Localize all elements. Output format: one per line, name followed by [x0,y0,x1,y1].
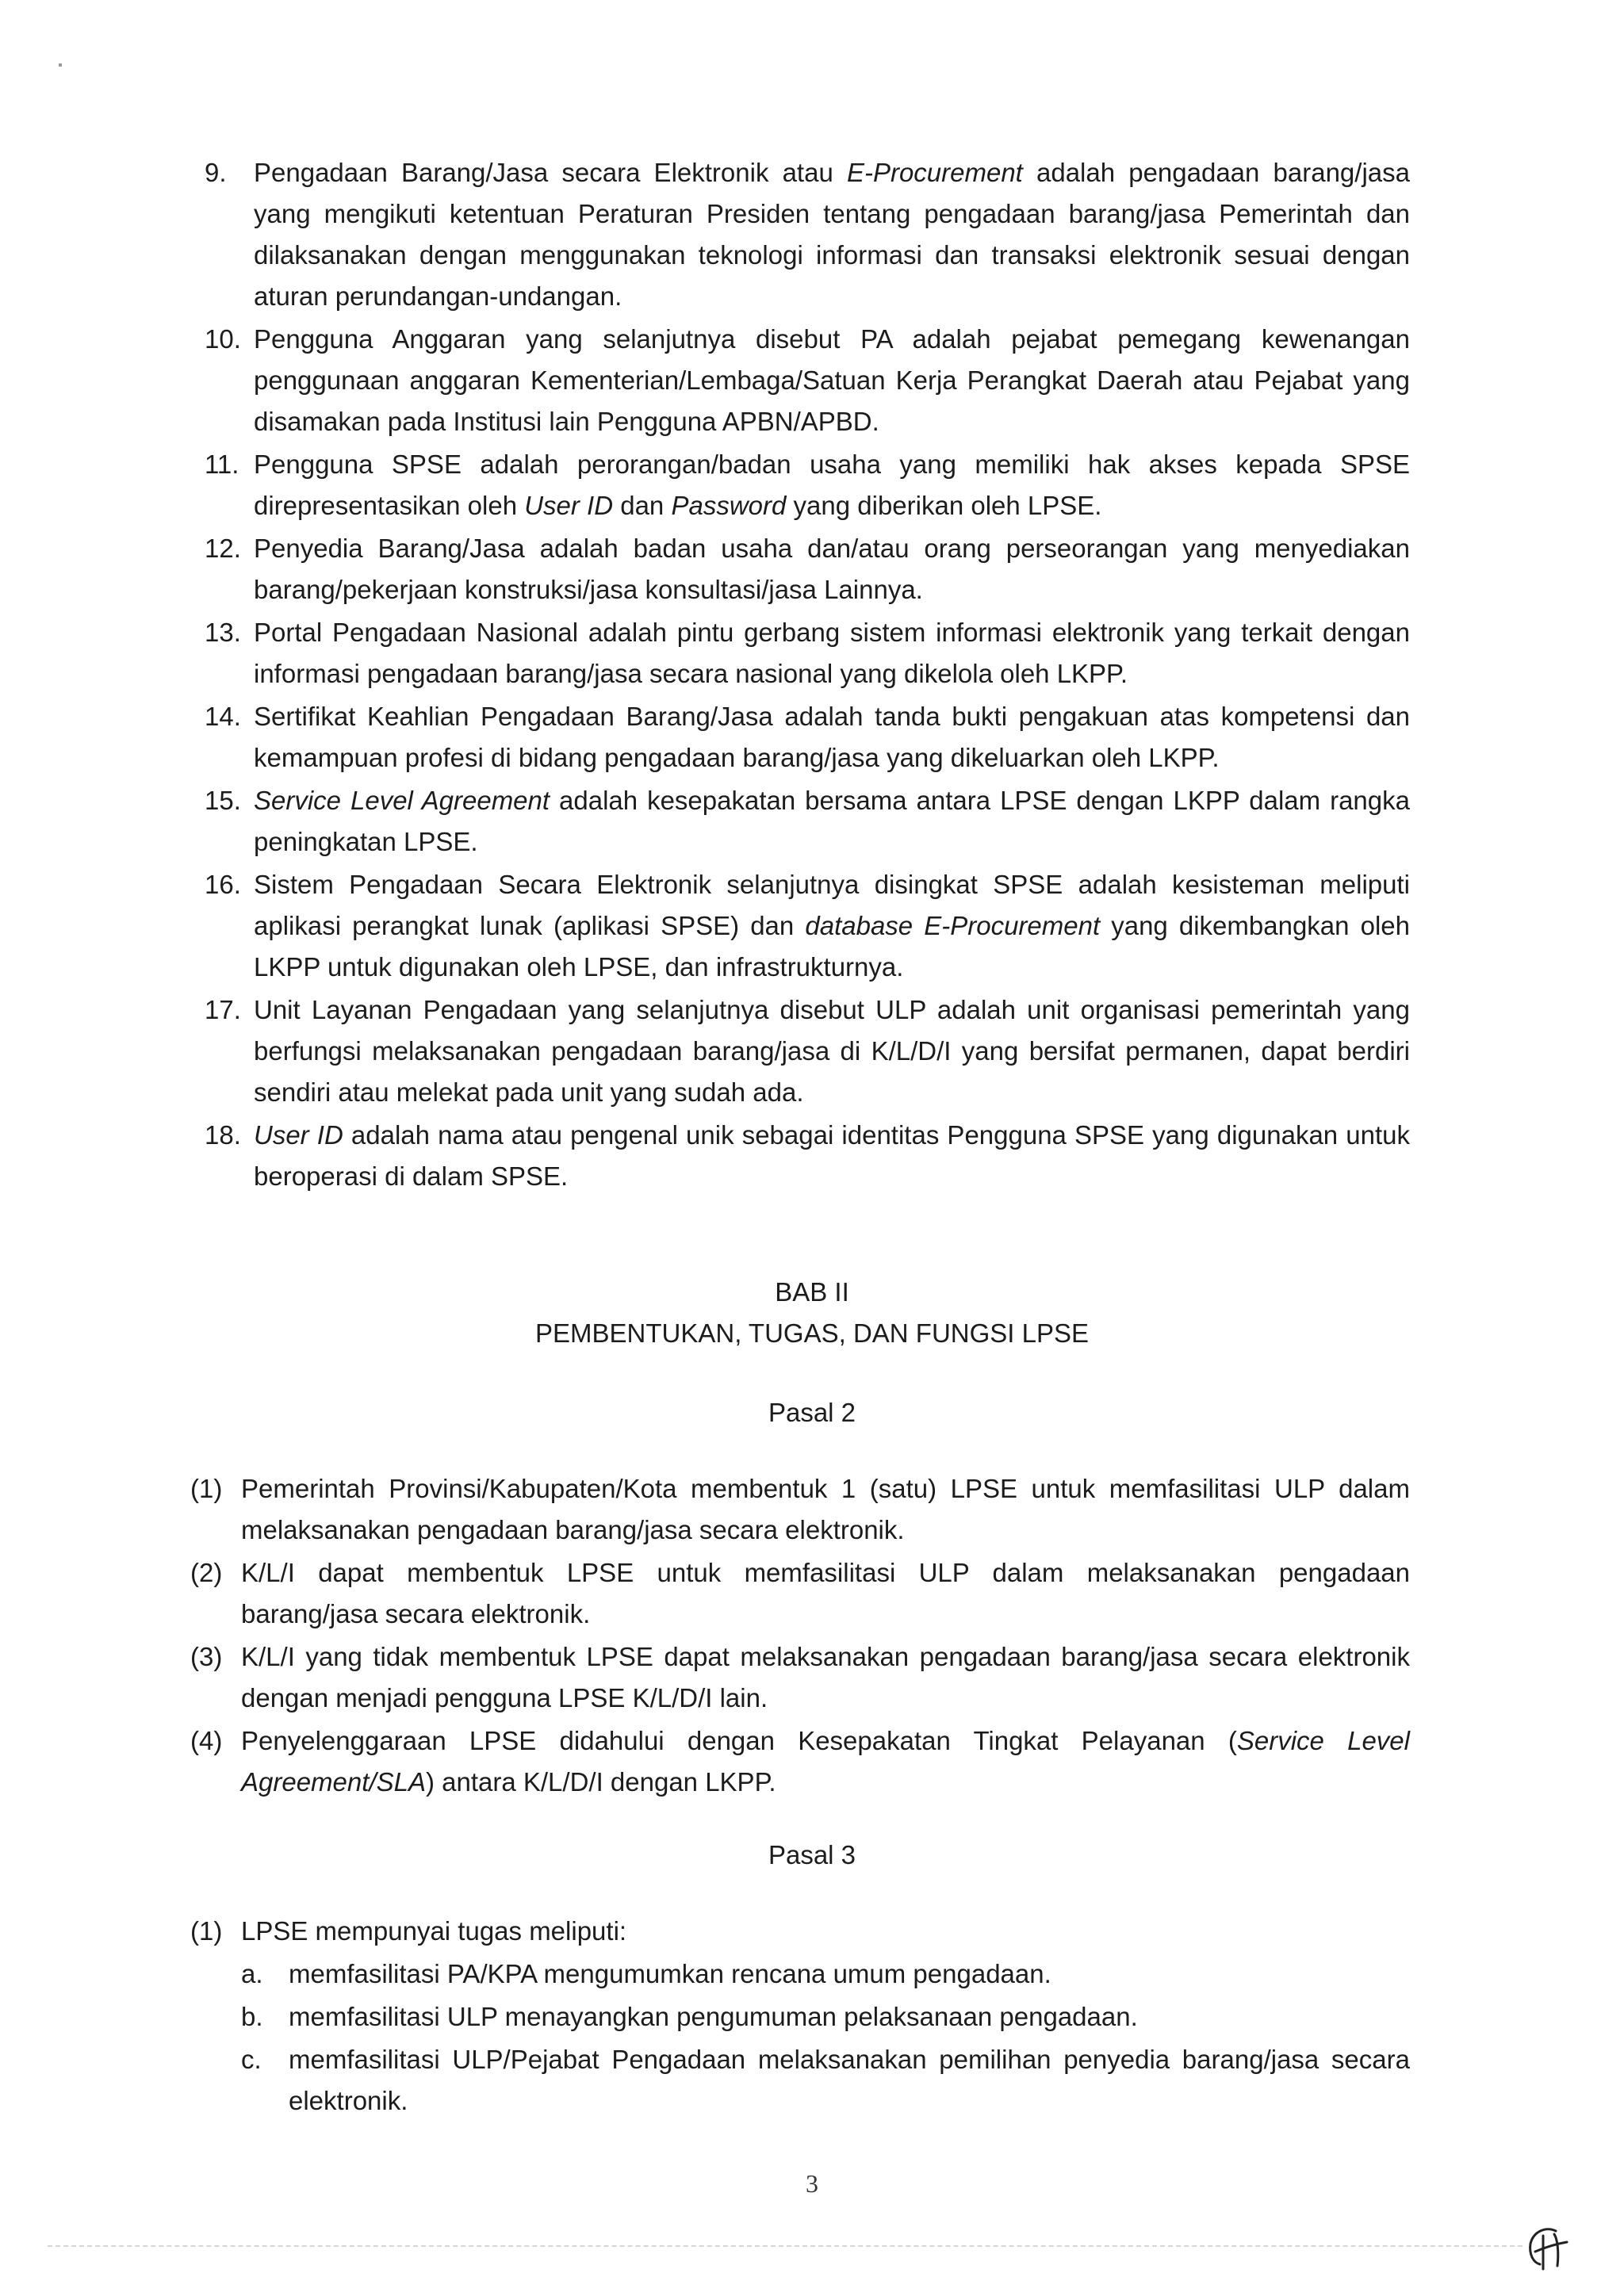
definition-text [254,612,1410,695]
definition-text [254,319,1410,442]
definition-text [254,444,1410,526]
definition-item [205,864,1410,988]
sub-item [241,2039,1410,2122]
text-run: Sertifikat Keahlian Pengadaan Barang/Jasa adalah tanda bukti pengakuan atas kompetensi dan kemampuan profesi di bidang pengadaan barang/jasa yang dikeluarkan oleh LKPP. [254,702,1410,772]
definition-item [205,1115,1410,1197]
definition-number: 9. [205,158,227,187]
sub-item-letter: c. [241,2045,262,2074]
sub-item-letter: b. [241,2002,263,2031]
scan-edge-line [48,2245,1522,2247]
clause-text [241,1636,1410,1719]
italic-term: User ID [524,491,614,520]
definition-number: 11. [205,450,239,479]
definition-item [205,780,1410,863]
text-run: Penyedia Barang/Jasa adalah badan usaha dan/atau orang perseorangan yang menyediakan barang/pekerjaan konstruksi/jasa konsultasi/jasa Lainnya. [254,534,1410,604]
pasal-3-heading: Pasal 3 [768,1840,856,1869]
clause-text [241,1720,1410,1803]
sub-item [241,1996,1410,2038]
text-run: Pengguna Anggaran yang selanjutnya disebut PA adalah pejabat pemegang kewenangan penggunaan anggaran Kementerian/Lembaga/Satuan Kerja Perangkat Daerah atau Pejabat yang disamakan pada Institusi lain Pengguna APBN/APBD. [254,324,1410,436]
definition-number: 10. [205,324,241,354]
definition-item [205,612,1410,695]
definition-item [205,528,1410,610]
definition-item [205,696,1410,779]
definition-number: 18. [205,1120,241,1150]
sub-items-list [190,1954,1410,2122]
definition-number: 12. [205,534,241,563]
definition-text [254,864,1410,988]
clause-text [241,1552,1410,1635]
pasal-3-clauses [190,1911,1410,2123]
definition-item [205,152,1410,317]
sub-item-letter: a. [241,1959,263,1988]
chapter-title: PEMBENTUKAN, TUGAS, DAN FUNGSI LPSE [534,1318,1090,1348]
text-run: K/L/I dapat membentuk LPSE untuk memfasilitasi ULP dalam melaksanakan pengadaan barang/jasa secara elektronik. [241,1558,1410,1628]
initial-signature [1522,2220,1586,2275]
clause [190,1468,1410,1551]
clause [190,1636,1410,1719]
sub-item [241,1954,1410,1995]
text-run: Portal Pengadaan Nasional adalah pintu gerbang sistem informasi elektronik yang terkait dengan informasi pengadaan barang/jasa secara nasional yang dikelola oleh LKPP. [254,618,1410,688]
clause-number: (2) [190,1558,223,1587]
text-run: Unit Layanan Pengadaan yang selanjutnya disebut ULP adalah unit organisasi pemerintah yang berfungsi melaksanakan pengadaan barang/jasa di K/L/D/I yang bersifat permanen, dapat berdiri sendiri atau melekat pada unit yang sudah ada. [254,995,1410,1107]
clause-number: (3) [190,1642,223,1671]
definition-text [254,1115,1410,1197]
page-number: 3 [806,2169,818,2198]
text-run: Sistem Pengadaan Secara Elektronik selanjutnya disingkat SPSE adalah kesisteman meliputi aplikasi perangkat lunak (aplikasi SPSE) dan [254,870,1410,940]
definition-item [205,444,1410,526]
italic-term: database E-Procurement [805,911,1101,940]
definition-text [254,989,1410,1113]
scan-speck [59,63,62,67]
clause [190,1552,1410,1635]
text-run: adalah pengadaan barang/jasa yang mengikuti ketentuan Peraturan Presiden tentang pengadaan barang/jasa Pemerintah dan dilaksanakan dengan menggunakan teknologi informasi dan transaksi elektronik sesuai dengan aturan perundangan-undangan. [254,158,1410,311]
italic-term: User ID [254,1120,343,1150]
definition-item [205,989,1410,1113]
clause-text [241,1468,1410,1551]
pasal-2-heading: Pasal 2 [768,1398,856,1427]
text-run: Penyelenggaraan LPSE didahului dengan Kesepakatan Tingkat Pelayanan ( [241,1726,1237,1755]
text-run: dan [613,491,672,520]
definition-number: 15. [205,786,241,815]
clause-number: (1) [190,1916,223,1946]
text-run: yang diberikan oleh LPSE. [786,491,1102,520]
text-run: adalah nama atau pengenal unik sebagai identitas Pengguna SPSE yang digunakan untuk beroperasi di dalam SPSE. [254,1120,1411,1191]
clause [190,1911,1410,1952]
clause-number: (4) [190,1726,223,1755]
definition-item [205,319,1410,442]
definition-text [254,528,1410,610]
sub-item-text: memfasilitasi ULP menayangkan pengumuman pelaksanaan pengadaan. [289,2002,1138,2031]
definition-text [254,780,1410,863]
sub-item-text: memfasilitasi PA/KPA mengumumkan rencana umum pengadaan. [289,1959,1051,1988]
definition-number: 16. [205,870,241,899]
italic-term: E-Procurement [846,158,1023,187]
italic-term: Service Level Agreement [254,786,550,815]
text-run: Pengadaan Barang/Jasa secara Elektronik atau [254,158,847,187]
definitions-list [205,152,1410,1199]
clause-text: LPSE mempunyai tugas meliputi: [241,1916,627,1946]
text-run: Pengguna SPSE adalah perorangan/badan usaha yang memiliki hak akses kepada SPSE direpresentasikan oleh [254,450,1410,520]
text-run: yang dikembangkan oleh LKPP untuk digunakan oleh LPSE, dan infrastrukturnya. [254,911,1410,982]
clause [190,1720,1410,1803]
definition-text [254,152,1410,317]
definition-text [254,696,1410,779]
italic-term: Service Level Agreement/SLA [241,1726,1410,1797]
text-run: K/L/I yang tidak membentuk LPSE dapat melaksanakan pengadaan barang/jasa secara elektronik dengan menjadi pengguna LPSE K/L/D/I lain. [241,1642,1410,1712]
text-run: Pemerintah Provinsi/Kabupaten/Kota membentuk 1 (satu) LPSE untuk memfasilitasi ULP dalam melaksanakan pengadaan barang/jasa secara elektronik. [241,1474,1410,1544]
italic-term: Password [671,491,787,520]
definition-number: 14. [205,702,241,731]
text-run: adalah kesepakatan bersama antara LPSE dengan LKPP dalam rangka peningkatan LPSE. [254,786,1410,856]
definition-number: 13. [205,618,241,647]
definition-number: 17. [205,995,241,1024]
chapter-number: BAB II [775,1277,849,1307]
sub-item-text: memfasilitasi ULP/Pejabat Pengadaan melaksanakan pemilihan penyedia barang/jasa secara elektronik. [289,2045,1410,2115]
text-run: ) antara K/L/D/I dengan LKPP. [425,1767,776,1797]
pasal-2-clauses [190,1468,1410,1804]
clause-number: (1) [190,1474,223,1503]
